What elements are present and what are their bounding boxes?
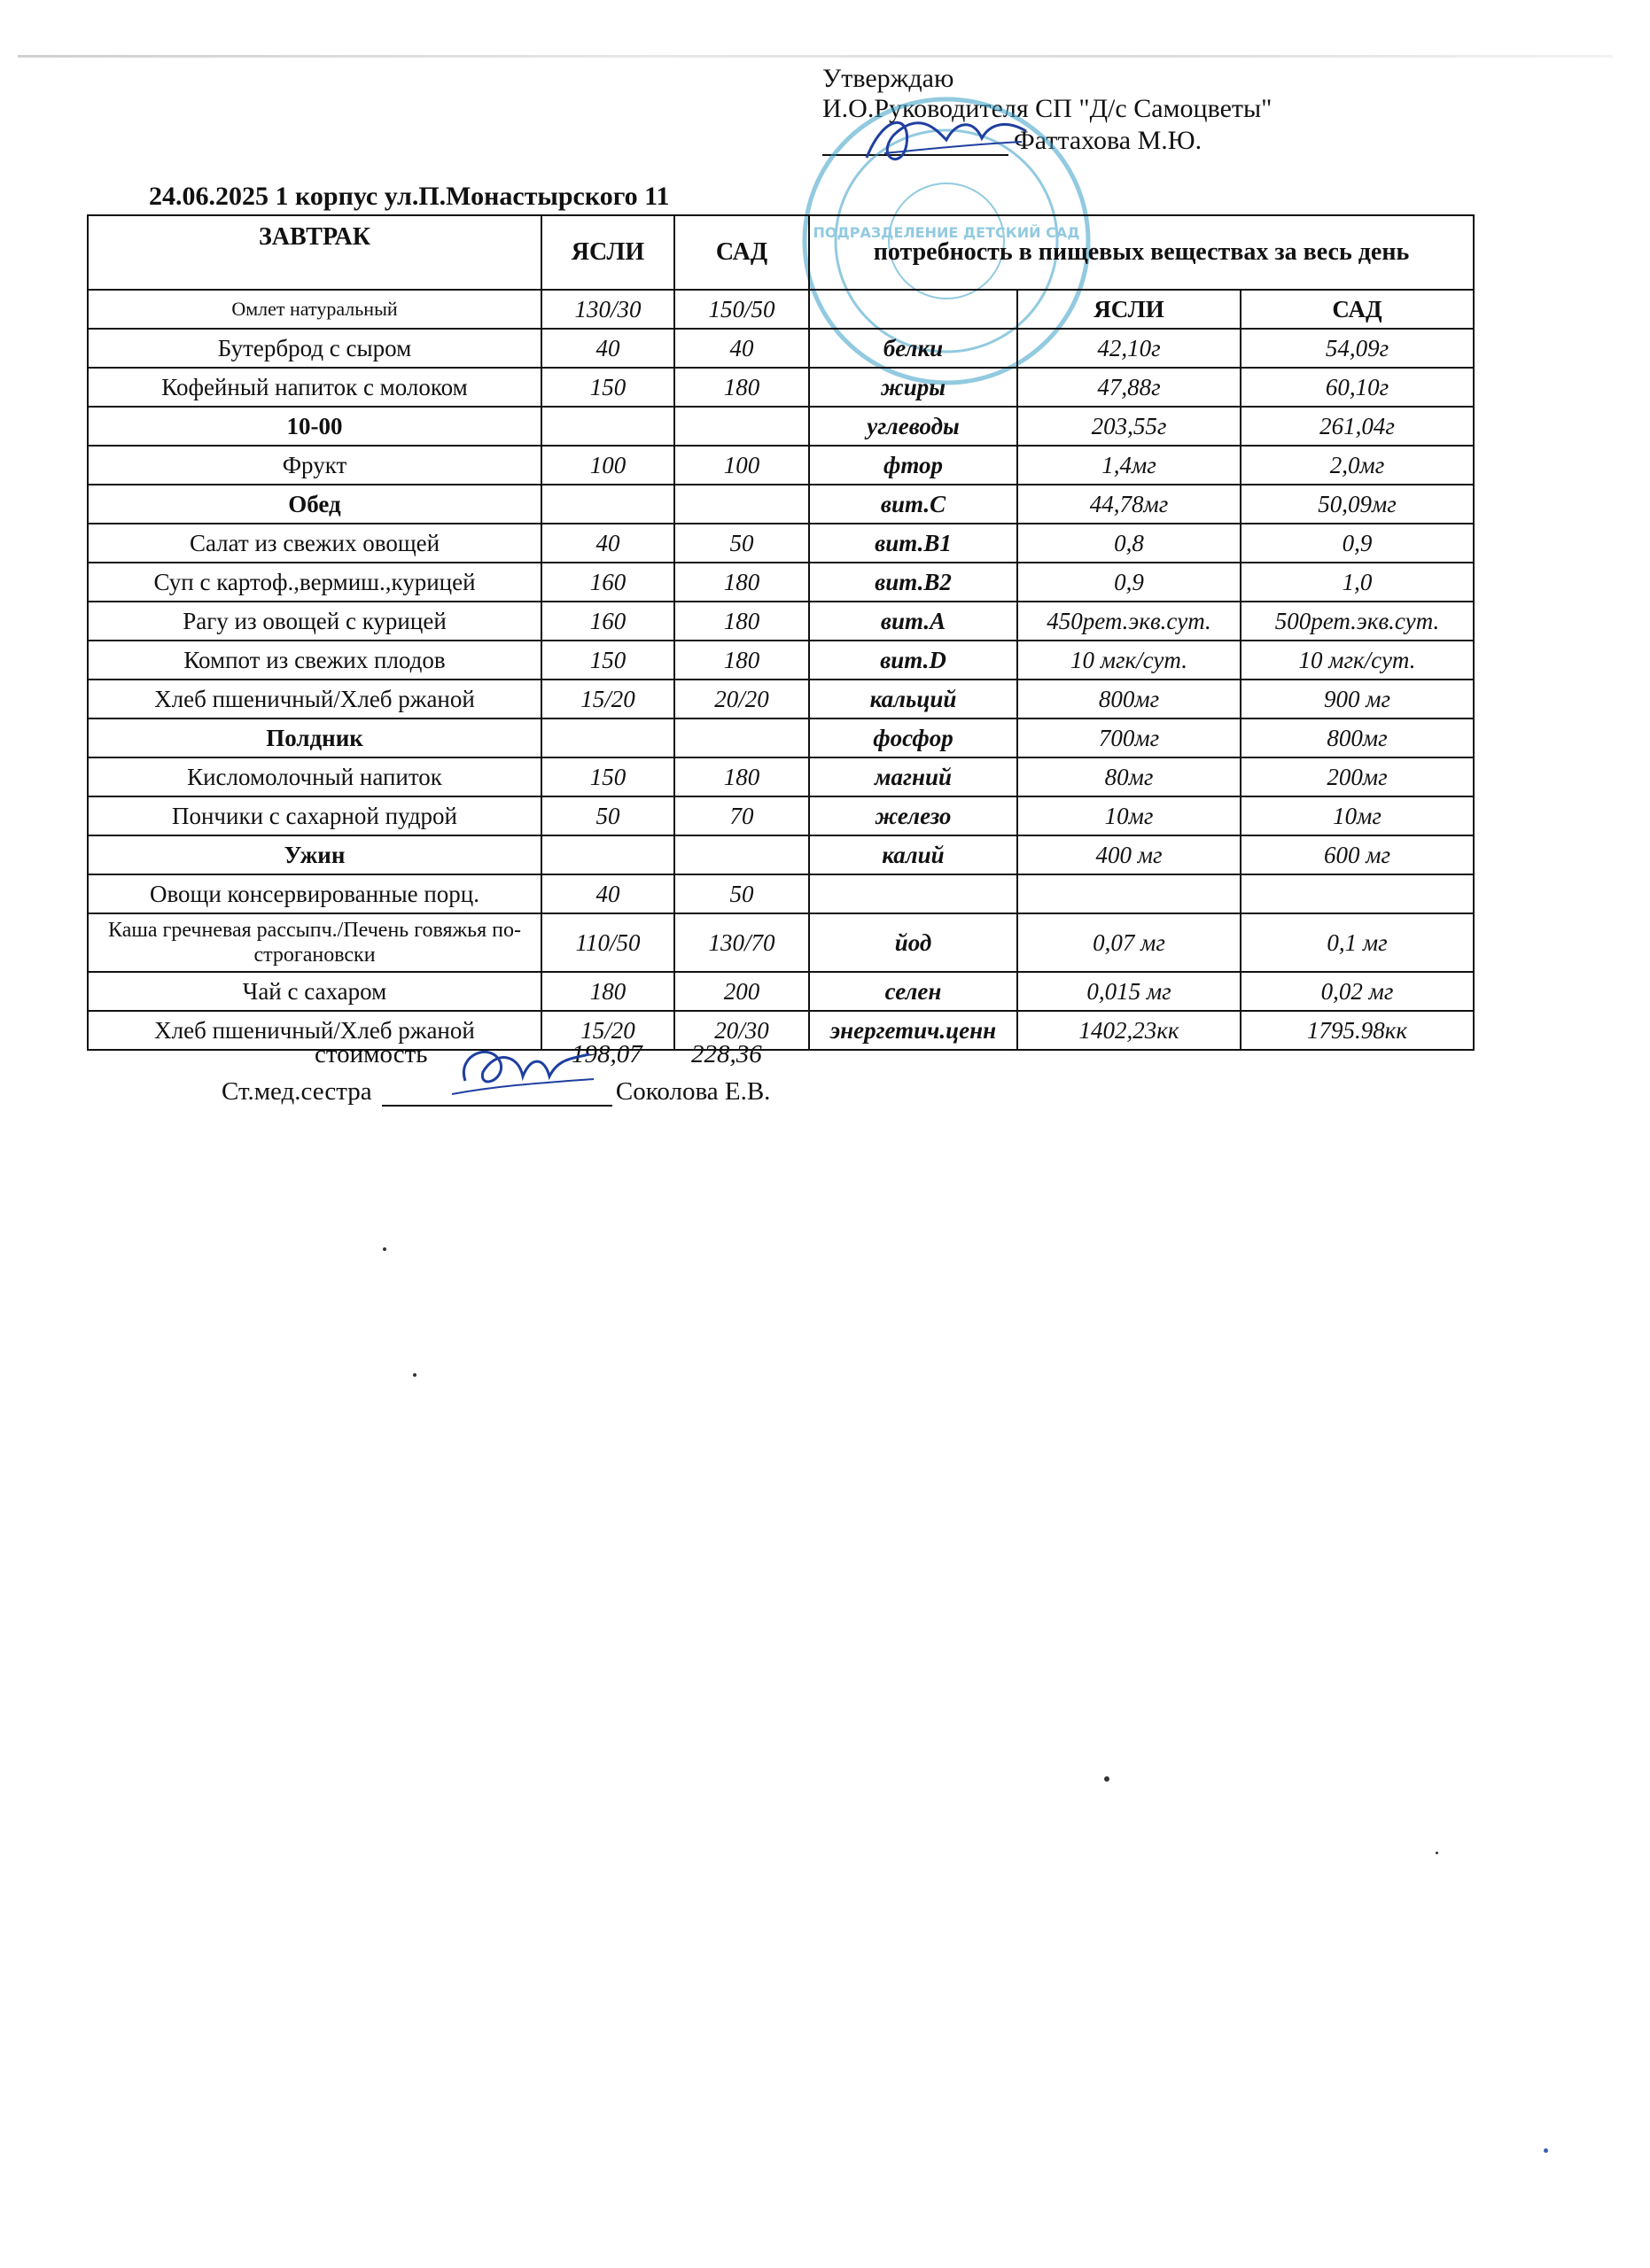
nutrient-cell (809, 874, 1017, 913)
kindergarten-portion-cell: 50 (674, 524, 809, 563)
nutrient-kindergarten-cell: 10мг (1241, 796, 1474, 835)
nutrient-kindergarten-cell: 0,1 мг (1241, 913, 1474, 972)
nutrient-cell: вит.D (809, 641, 1017, 680)
table-row (88, 368, 1474, 407)
nutrient-cell: энергетич.ценн (809, 1011, 1017, 1050)
nutrient-kindergarten-cell: 2,0мг (1241, 446, 1474, 485)
nutrient-cell: фосфор (809, 718, 1017, 757)
nutrient-kindergarten-cell: 261,04г (1241, 407, 1474, 446)
dish-cell: Бутерброд с сыром (88, 329, 541, 368)
nutrient-nursery-cell: 203,55г (1017, 407, 1241, 446)
nursery-portion-cell: 150 (541, 641, 674, 680)
nutrient-nursery-cell: 400 мг (1017, 835, 1241, 874)
nurse-signoff (222, 1077, 770, 1107)
cost-nursery: 198,07 (572, 1040, 642, 1068)
nutrient-nursery-cell: 0,8 (1017, 524, 1241, 563)
dish-cell: Пончики с сахарной пудрой (88, 796, 541, 835)
nutrient-cell: кальций (809, 680, 1017, 718)
scan-speck (383, 1247, 386, 1251)
nutrient-kindergarten-cell: 1795.98кк (1241, 1011, 1474, 1050)
nutrient-nursery-cell: 0,015 мг (1017, 972, 1241, 1011)
dish-cell: Ужин (88, 835, 541, 874)
nutrient-kindergarten-cell: САД (1241, 290, 1474, 329)
dish-cell: 10-00 (88, 407, 541, 446)
scan-speck (1436, 1852, 1438, 1854)
table-row (88, 718, 1474, 757)
kindergarten-portion-cell: 20/20 (674, 680, 809, 718)
table-row (88, 835, 1474, 874)
nutrient-nursery-cell (1017, 874, 1241, 913)
nutrient-nursery-cell: 47,88г (1017, 368, 1241, 407)
nutrient-kindergarten-cell: 0,9 (1241, 524, 1474, 563)
nurse-name: Соколова Е.В. (615, 1077, 771, 1106)
scan-speck (413, 1373, 416, 1377)
nutrient-kindergarten-cell: 0,02 мг (1241, 972, 1474, 1011)
table-row (88, 329, 1474, 368)
nutrient-cell: железо (809, 796, 1017, 835)
table-row (88, 602, 1474, 641)
approval-signature (858, 105, 1035, 175)
dish-cell: Рагу из овощей с курицей (88, 602, 541, 641)
kindergarten-portion-cell: 100 (674, 446, 809, 485)
nursery-portion-cell (541, 485, 674, 524)
nursery-portion-cell: 40 (541, 329, 674, 368)
dish-cell: Полдник (88, 718, 541, 757)
nurse-signature-line (382, 1084, 612, 1107)
kindergarten-portion-cell: 200 (674, 972, 809, 1011)
kindergarten-portion-cell: 180 (674, 641, 809, 680)
kindergarten-portion-cell (674, 407, 809, 446)
table-row (88, 680, 1474, 718)
approval-label: Утверждаю (822, 64, 954, 93)
dish-cell: Каша гречневая рассыпч./Печень говяжья по-строгановски (88, 913, 541, 972)
scan-edge-line (18, 55, 1613, 58)
nutrient-cell (809, 290, 1017, 329)
dish-cell: Кофейный напиток с молоком (88, 368, 541, 407)
kindergarten-portion-cell: 70 (674, 796, 809, 835)
dish-cell: Чай с сахаром (88, 972, 541, 1011)
kindergarten-portion-cell: 180 (674, 368, 809, 407)
dish-cell: Кисломолочный напиток (88, 757, 541, 796)
cost-label: стоимость (315, 1040, 428, 1068)
nutrient-kindergarten-cell: 1,0 (1241, 563, 1474, 602)
menu-table (87, 214, 1475, 1051)
table-row (88, 796, 1474, 835)
dish-cell: Овощи консервированные порц. (88, 874, 541, 913)
nursery-portion-cell: 150 (541, 757, 674, 796)
nutrient-nursery-cell: 10мг (1017, 796, 1241, 835)
nutrient-cell: вит.В1 (809, 524, 1017, 563)
nutrient-nursery-cell: 80мг (1017, 757, 1241, 796)
kindergarten-portion-cell: 180 (674, 602, 809, 641)
nutrient-nursery-cell: 10 мгк/сут. (1017, 641, 1241, 680)
nutrient-cell: углеводы (809, 407, 1017, 446)
nutrient-cell: вит.В2 (809, 563, 1017, 602)
stamp-text: ПОДРАЗДЕЛЕНИЕ ДЕТСКИЙ САД (813, 224, 1080, 241)
header-breakfast: ЗАВТРАК (88, 215, 541, 290)
table-row (88, 641, 1474, 680)
nutrient-nursery-cell: ЯСЛИ (1017, 290, 1241, 329)
dish-cell: Обед (88, 485, 541, 524)
cost-row (315, 1040, 762, 1069)
nutrient-cell: фтор (809, 446, 1017, 485)
kindergarten-portion-cell: 130/70 (674, 913, 809, 972)
nursery-portion-cell: 150 (541, 368, 674, 407)
approval-position: И.О.Руководителя СП "Д/с Самоцветы" (822, 94, 1273, 123)
nutrient-nursery-cell: 800мг (1017, 680, 1241, 718)
scan-speck (1104, 1776, 1109, 1782)
nutrient-nursery-cell: 1402,23кк (1017, 1011, 1241, 1050)
scan-speck (1544, 2148, 1548, 2153)
dish-cell: Хлеб пшеничный/Хлеб ржаной (88, 1011, 541, 1050)
nutrient-cell: белки (809, 329, 1017, 368)
table-row (88, 874, 1474, 913)
nursery-portion-cell: 50 (541, 796, 674, 835)
nutrient-kindergarten-cell: 600 мг (1241, 835, 1474, 874)
nurse-role: Ст.мед.сестра (222, 1077, 372, 1106)
nutrient-nursery-cell: 450рет.экв.сут. (1017, 602, 1241, 641)
table-row (88, 290, 1474, 329)
nutrient-kindergarten-cell (1241, 874, 1474, 913)
nutrient-kindergarten-cell: 900 мг (1241, 680, 1474, 718)
table-row (88, 1011, 1474, 1050)
nutrient-nursery-cell: 0,07 мг (1017, 913, 1241, 972)
table-row (88, 446, 1474, 485)
kindergarten-portion-cell: 50 (674, 874, 809, 913)
nursery-portion-cell: 130/30 (541, 290, 674, 329)
dish-cell: Салат из свежих овощей (88, 524, 541, 563)
nursery-portion-cell: 15/20 (541, 680, 674, 718)
nursery-portion-cell (541, 407, 674, 446)
nutrient-cell: йод (809, 913, 1017, 972)
table-row (88, 407, 1474, 446)
kindergarten-portion-cell (674, 835, 809, 874)
nutrient-kindergarten-cell: 10 мгк/сут. (1241, 641, 1474, 680)
cost-kindergarten: 228,36 (691, 1040, 762, 1068)
table-row (88, 524, 1474, 563)
kindergarten-portion-cell: 180 (674, 757, 809, 796)
nutrient-nursery-cell: 700мг (1017, 718, 1241, 757)
nutrient-kindergarten-cell: 50,09мг (1241, 485, 1474, 524)
kindergarten-portion-cell: 20/30 (674, 1011, 809, 1050)
nutrient-nursery-cell: 1,4мг (1017, 446, 1241, 485)
nutrient-cell: вит.А (809, 602, 1017, 641)
dish-cell: Компот из свежих плодов (88, 641, 541, 680)
nursery-portion-cell: 40 (541, 874, 674, 913)
table-header-row (88, 215, 1474, 290)
kindergarten-portion-cell: 150/50 (674, 290, 809, 329)
header-needs: потребность в пищевых веществах за весь день (809, 215, 1474, 290)
nutrient-cell: селен (809, 972, 1017, 1011)
table-row (88, 485, 1474, 524)
nursery-portion-cell: 110/50 (541, 913, 674, 972)
nutrient-cell: калий (809, 835, 1017, 874)
nutrient-cell: жиры (809, 368, 1017, 407)
header-nursery: ЯСЛИ (541, 215, 674, 290)
approval-name: Фаттахова М.Ю. (1014, 126, 1202, 155)
nursery-portion-cell: 160 (541, 602, 674, 641)
nutrient-cell: магний (809, 757, 1017, 796)
kindergarten-portion-cell: 180 (674, 563, 809, 602)
nutrient-kindergarten-cell: 800мг (1241, 718, 1474, 757)
nursery-portion-cell: 100 (541, 446, 674, 485)
nutrient-kindergarten-cell: 54,09г (1241, 329, 1474, 368)
nutrient-nursery-cell: 42,10г (1017, 329, 1241, 368)
table-row (88, 563, 1474, 602)
nursery-portion-cell: 40 (541, 524, 674, 563)
dish-cell: Фрукт (88, 446, 541, 485)
kindergarten-portion-cell (674, 718, 809, 757)
document-title: 24.06.2025 1 корпус ул.П.Монастырского 11 (149, 182, 670, 211)
nutrient-kindergarten-cell: 60,10г (1241, 368, 1474, 407)
nutrient-kindergarten-cell: 200мг (1241, 757, 1474, 796)
table-row (88, 972, 1474, 1011)
nursery-portion-cell (541, 835, 674, 874)
nursery-portion-cell (541, 718, 674, 757)
kindergarten-portion-cell: 40 (674, 329, 809, 368)
nutrient-nursery-cell: 44,78мг (1017, 485, 1241, 524)
dish-cell: Суп с картоф.,вермиш.,курицей (88, 563, 541, 602)
header-kindergarten: САД (674, 215, 809, 290)
nursery-portion-cell: 160 (541, 563, 674, 602)
table-row (88, 913, 1474, 972)
nutrient-nursery-cell: 0,9 (1017, 563, 1241, 602)
nursery-portion-cell: 15/20 (541, 1011, 674, 1050)
nursery-portion-cell: 180 (541, 972, 674, 1011)
dish-cell: Омлет натуральный (88, 290, 541, 329)
nutrient-cell: вит.С (809, 485, 1017, 524)
kindergarten-portion-cell (674, 485, 809, 524)
dish-cell: Хлеб пшеничный/Хлеб ржаной (88, 680, 541, 718)
table-row (88, 757, 1474, 796)
nutrient-kindergarten-cell: 500рет.экв.сут. (1241, 602, 1474, 641)
